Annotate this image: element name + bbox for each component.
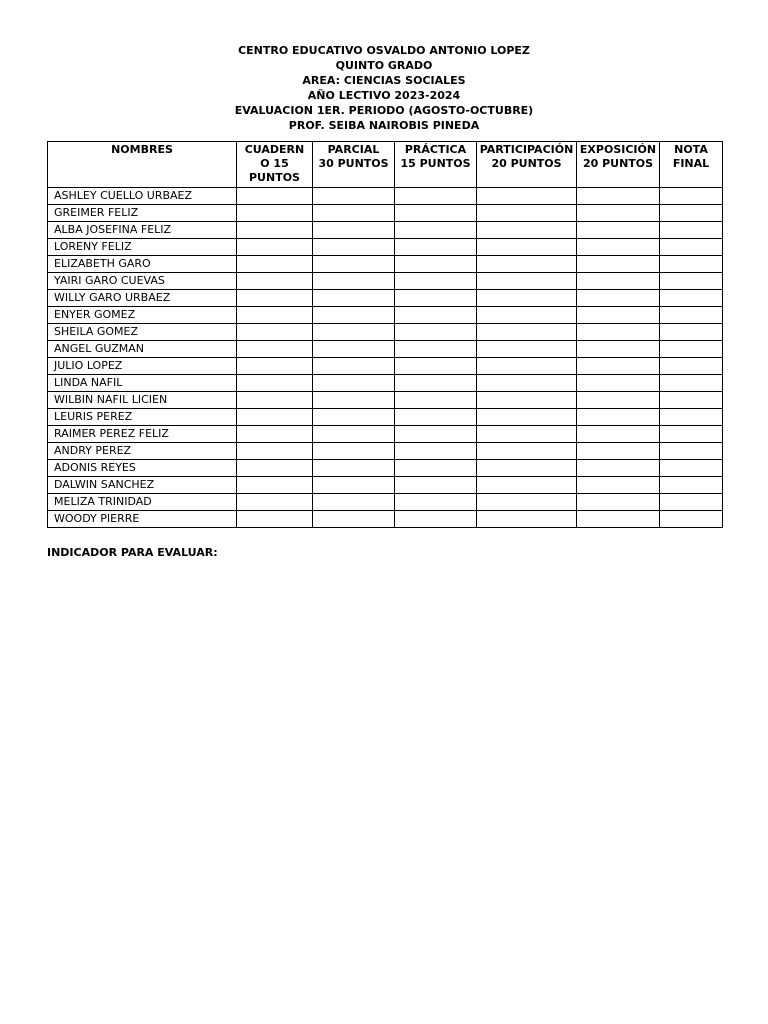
- practica-cell: [395, 188, 477, 205]
- exposicion-cell: [577, 392, 660, 409]
- student-name-cell: ALBA JOSEFINA FELIZ: [48, 222, 237, 239]
- column-header-nombres: NOMBRES: [48, 142, 237, 188]
- cuaderno-cell: [237, 409, 313, 426]
- parcial-cell: [313, 239, 395, 256]
- practica-cell: [395, 443, 477, 460]
- student-name-cell: RAIMER PEREZ FELIZ: [48, 426, 237, 443]
- participacion-cell: [477, 256, 577, 273]
- subject-area: AREA: CIENCIAS SOCIALES: [302, 74, 466, 87]
- grades-table: [47, 141, 723, 528]
- cuaderno-cell: [237, 392, 313, 409]
- parcial-cell: [313, 256, 395, 273]
- nota-final-cell: [660, 188, 723, 205]
- table-row: [48, 460, 723, 477]
- exposicion-cell: [577, 409, 660, 426]
- practica-cell: [395, 205, 477, 222]
- table-row: [48, 358, 723, 375]
- parcial-cell: [313, 443, 395, 460]
- nota-final-cell: [660, 460, 723, 477]
- student-name-cell: ELIZABETH GARO: [48, 256, 237, 273]
- practica-cell: [395, 460, 477, 477]
- student-name-cell: ANGEL GUZMAN: [48, 341, 237, 358]
- exposicion-cell: [577, 375, 660, 392]
- participacion-cell: [477, 273, 577, 290]
- cuaderno-cell: [237, 188, 313, 205]
- cuaderno-cell: [237, 307, 313, 324]
- table-row: [48, 307, 723, 324]
- participacion-cell: [477, 239, 577, 256]
- exposicion-cell: [577, 494, 660, 511]
- nota-final-cell: [660, 511, 723, 528]
- exposicion-cell: [577, 511, 660, 528]
- nota-final-cell: [660, 477, 723, 494]
- practica-cell: [395, 222, 477, 239]
- cuaderno-cell: [237, 460, 313, 477]
- table-row: [48, 290, 723, 307]
- table-row: [48, 443, 723, 460]
- nota-final-cell: [660, 273, 723, 290]
- column-header-exposicion: EXPOSICIÓN 20 PUNTOS: [577, 142, 660, 188]
- nota-final-cell: [660, 494, 723, 511]
- parcial-cell: [313, 511, 395, 528]
- parcial-cell: [313, 324, 395, 341]
- exposicion-cell: [577, 188, 660, 205]
- parcial-cell: [313, 307, 395, 324]
- table-row: [48, 205, 723, 222]
- indicator-label: INDICADOR PARA EVALUAR:: [47, 546, 218, 559]
- exposicion-cell: [577, 358, 660, 375]
- student-name-cell: JULIO LOPEZ: [48, 358, 237, 375]
- parcial-cell: [313, 392, 395, 409]
- cuaderno-cell: [237, 256, 313, 273]
- table-row: [48, 477, 723, 494]
- practica-cell: [395, 375, 477, 392]
- practica-cell: [395, 426, 477, 443]
- students-table-body: [48, 188, 723, 528]
- table-row: [48, 494, 723, 511]
- practica-cell: [395, 256, 477, 273]
- column-header-parcial: PARCIAL 30 PUNTOS: [313, 142, 395, 188]
- table-row: [48, 341, 723, 358]
- table-row: [48, 239, 723, 256]
- participacion-cell: [477, 341, 577, 358]
- student-name-cell: ADONIS REYES: [48, 460, 237, 477]
- parcial-cell: [313, 273, 395, 290]
- exposicion-cell: [577, 477, 660, 494]
- participacion-cell: [477, 443, 577, 460]
- cuaderno-cell: [237, 358, 313, 375]
- exposicion-cell: [577, 256, 660, 273]
- table-row: [48, 409, 723, 426]
- table-row: [48, 222, 723, 239]
- participacion-cell: [477, 205, 577, 222]
- nota-final-cell: [660, 375, 723, 392]
- participacion-cell: [477, 222, 577, 239]
- school-year: AÑO LECTIVO 2023-2024: [307, 89, 461, 102]
- table-row: [48, 324, 723, 341]
- practica-cell: [395, 477, 477, 494]
- student-name-cell: MELIZA TRINIDAD: [48, 494, 237, 511]
- parcial-cell: [313, 358, 395, 375]
- column-header-nota-final: NOTA FINAL: [660, 142, 723, 188]
- cuaderno-cell: [237, 205, 313, 222]
- cuaderno-cell: [237, 511, 313, 528]
- nota-final-cell: [660, 239, 723, 256]
- exposicion-cell: [577, 239, 660, 256]
- nota-final-cell: [660, 222, 723, 239]
- exposicion-cell: [577, 307, 660, 324]
- cuaderno-cell: [237, 239, 313, 256]
- exposicion-cell: [577, 273, 660, 290]
- practica-cell: [395, 273, 477, 290]
- exposicion-cell: [577, 290, 660, 307]
- participacion-cell: [477, 392, 577, 409]
- nota-final-cell: [660, 443, 723, 460]
- cuaderno-cell: [237, 375, 313, 392]
- nota-final-cell: [660, 324, 723, 341]
- practica-cell: [395, 511, 477, 528]
- document-header: [0, 43, 768, 133]
- cuaderno-cell: [237, 341, 313, 358]
- exposicion-cell: [577, 460, 660, 477]
- column-header-participacion: PARTICIPACIÓN 20 PUNTOS: [477, 142, 577, 188]
- participacion-cell: [477, 409, 577, 426]
- parcial-cell: [313, 188, 395, 205]
- exposicion-cell: [577, 426, 660, 443]
- student-name-cell: WOODY PIERRE: [48, 511, 237, 528]
- column-header-practica: PRÁCTICA 15 PUNTOS: [395, 142, 477, 188]
- student-name-cell: ASHLEY CUELLO URBAEZ: [48, 188, 237, 205]
- participacion-cell: [477, 426, 577, 443]
- nota-final-cell: [660, 256, 723, 273]
- teacher-name: PROF. SEIBA NAIROBIS PINEDA: [288, 119, 480, 132]
- cuaderno-cell: [237, 443, 313, 460]
- participacion-cell: [477, 511, 577, 528]
- parcial-cell: [313, 494, 395, 511]
- parcial-cell: [313, 222, 395, 239]
- table-row: [48, 188, 723, 205]
- table-row: [48, 273, 723, 290]
- table-header-row: [48, 142, 723, 188]
- participacion-cell: [477, 477, 577, 494]
- nota-final-cell: [660, 290, 723, 307]
- nota-final-cell: [660, 426, 723, 443]
- parcial-cell: [313, 460, 395, 477]
- parcial-cell: [313, 375, 395, 392]
- participacion-cell: [477, 460, 577, 477]
- exposicion-cell: [577, 341, 660, 358]
- participacion-cell: [477, 290, 577, 307]
- nota-final-cell: [660, 392, 723, 409]
- student-name-cell: GREIMER FELIZ: [48, 205, 237, 222]
- participacion-cell: [477, 324, 577, 341]
- cuaderno-cell: [237, 477, 313, 494]
- student-name-cell: LEURIS PEREZ: [48, 409, 237, 426]
- exposicion-cell: [577, 324, 660, 341]
- exposicion-cell: [577, 205, 660, 222]
- parcial-cell: [313, 409, 395, 426]
- table-row: [48, 375, 723, 392]
- practica-cell: [395, 290, 477, 307]
- practica-cell: [395, 358, 477, 375]
- parcial-cell: [313, 290, 395, 307]
- practica-cell: [395, 494, 477, 511]
- cuaderno-cell: [237, 494, 313, 511]
- table-row: [48, 426, 723, 443]
- student-name-cell: YAIRI GARO CUEVAS: [48, 273, 237, 290]
- table-row: [48, 256, 723, 273]
- table-row: [48, 392, 723, 409]
- student-name-cell: ENYER GOMEZ: [48, 307, 237, 324]
- parcial-cell: [313, 426, 395, 443]
- practica-cell: [395, 392, 477, 409]
- exposicion-cell: [577, 222, 660, 239]
- table-row: [48, 511, 723, 528]
- student-name-cell: DALWIN SANCHEZ: [48, 477, 237, 494]
- column-header-cuaderno: CUADERN O 15 PUNTOS: [237, 142, 313, 188]
- participacion-cell: [477, 375, 577, 392]
- cuaderno-cell: [237, 324, 313, 341]
- nota-final-cell: [660, 307, 723, 324]
- cuaderno-cell: [237, 222, 313, 239]
- student-name-cell: WILLY GARO URBAEZ: [48, 290, 237, 307]
- evaluation-period: EVALUACION 1ER. PERIODO (AGOSTO-OCTUBRE): [234, 104, 534, 117]
- parcial-cell: [313, 205, 395, 222]
- student-name-cell: LORENY FELIZ: [48, 239, 237, 256]
- nota-final-cell: [660, 205, 723, 222]
- nota-final-cell: [660, 358, 723, 375]
- parcial-cell: [313, 477, 395, 494]
- practica-cell: [395, 341, 477, 358]
- practica-cell: [395, 307, 477, 324]
- school-name: CENTRO EDUCATIVO OSVALDO ANTONIO LOPEZ: [238, 44, 530, 57]
- practica-cell: [395, 409, 477, 426]
- student-name-cell: WILBIN NAFIL LICIEN: [48, 392, 237, 409]
- participacion-cell: [477, 307, 577, 324]
- student-name-cell: SHEILA GOMEZ: [48, 324, 237, 341]
- nota-final-cell: [660, 409, 723, 426]
- grade-level: QUINTO GRADO: [335, 59, 433, 72]
- nota-final-cell: [660, 341, 723, 358]
- participacion-cell: [477, 358, 577, 375]
- practica-cell: [395, 324, 477, 341]
- student-name-cell: LINDA NAFIL: [48, 375, 237, 392]
- cuaderno-cell: [237, 426, 313, 443]
- practica-cell: [395, 239, 477, 256]
- exposicion-cell: [577, 443, 660, 460]
- cuaderno-cell: [237, 273, 313, 290]
- participacion-cell: [477, 188, 577, 205]
- student-name-cell: ANDRY PEREZ: [48, 443, 237, 460]
- parcial-cell: [313, 341, 395, 358]
- cuaderno-cell: [237, 290, 313, 307]
- participacion-cell: [477, 494, 577, 511]
